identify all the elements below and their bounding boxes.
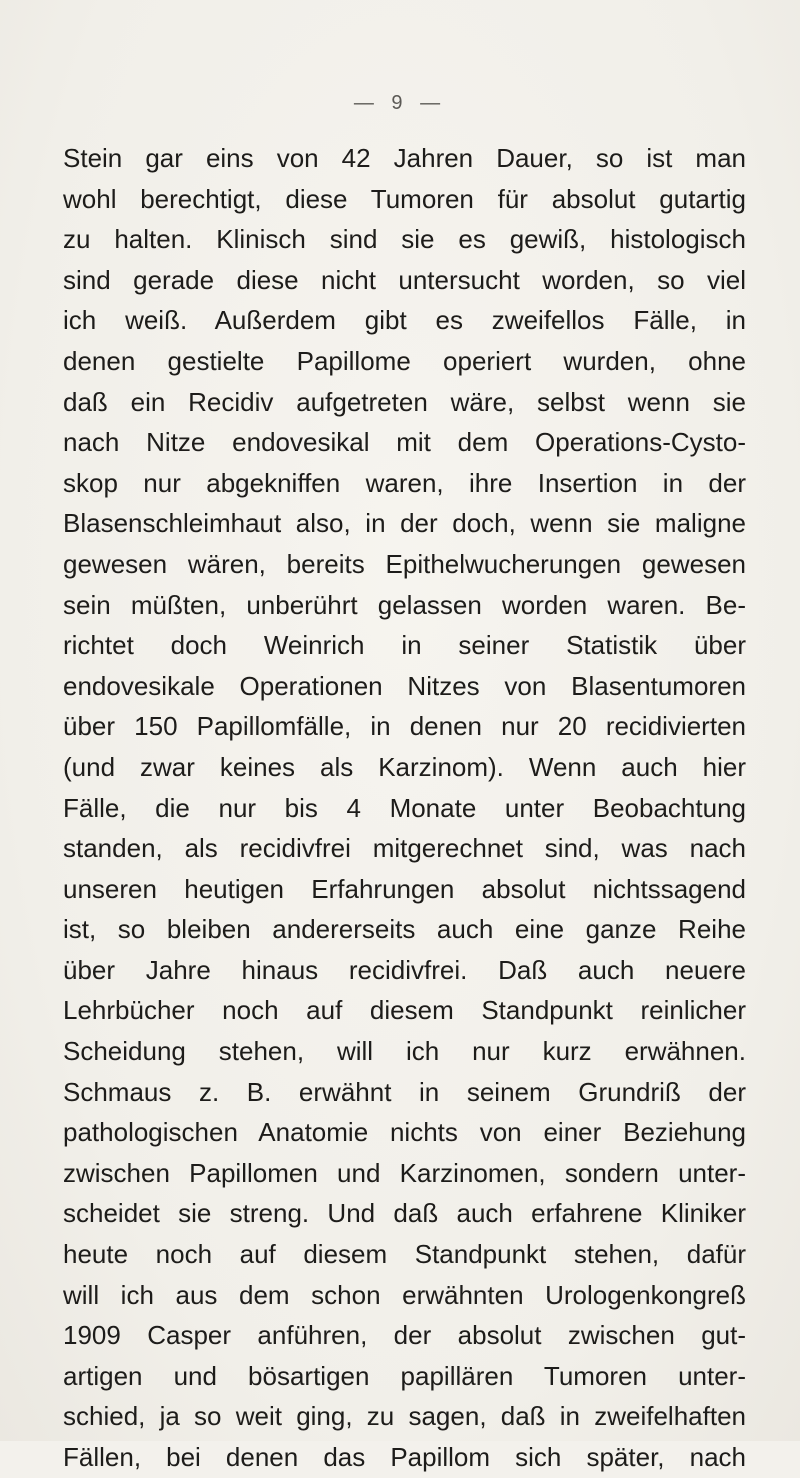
text-line: heute noch auf diesem Standpunkt stehen, dafür: [63, 1239, 746, 1270]
text-line: schied, ja so weit ging, zu sagen, daß in zweifelhaften: [63, 1401, 746, 1432]
text-line: nach Nitze endovesikal mit dem Operations-Cysto-: [63, 427, 746, 458]
text-line: sind gerade diese nicht untersucht worden, so viel: [63, 264, 746, 295]
text-line: pathologischen Anatomie nichts von einer Beziehung: [63, 1117, 746, 1148]
text-line: skop nur abgekniffen waren, ihre Insertion in der: [63, 467, 746, 498]
text-line: über 150 Papillomfälle, in denen nur 20 recidivierten: [63, 711, 746, 742]
text-line: richtet doch Weinrich in seiner Statistik über: [63, 630, 746, 661]
text-line: denen gestielte Papillome operiert wurden, ohne: [63, 345, 746, 376]
text-line: Scheidung stehen, will ich nur kurz erwähnen.: [63, 1036, 746, 1067]
text-line: wohl berechtigt, diese Tumoren für absolut gutartig: [63, 183, 746, 214]
text-line: endovesikale Operationen Nitzes von Blasentumoren: [63, 670, 746, 701]
text-line: über Jahre hinaus recidivfrei. Daß auch neuere: [63, 954, 746, 985]
text-line: daß ein Recidiv aufgetreten wäre, selbst wenn sie: [63, 386, 746, 417]
text-line: 1909 Casper anführen, der absolut zwischen gut-: [63, 1320, 746, 1351]
text-line: unseren heutigen Erfahrungen absolut nichtssagend: [63, 873, 746, 904]
text-line: gewesen wären, bereits Epithelwucherungen gewesen: [63, 548, 746, 579]
text-line: (und zwar keines als Karzinom). Wenn auch hier: [63, 751, 746, 782]
text-line: sein müßten, unberührt gelassen worden waren. Be-: [63, 589, 746, 620]
text-line: Fälle, die nur bis 4 Monate unter Beobachtung: [63, 792, 746, 823]
text-line: will ich aus dem schon erwähnten Urologenkongreß: [63, 1279, 746, 1310]
text-line: ich weiß. Außerdem gibt es zweifellos Fälle, in: [63, 305, 746, 336]
text-line: ist, so bleiben andererseits auch eine ganze Reihe: [63, 914, 746, 945]
text-line: artigen und bösartigen papillären Tumoren unter-: [63, 1360, 746, 1391]
text-line: Schmaus z. B. erwähnt in seinem Grundriß der: [63, 1076, 746, 1107]
body-text: [63, 138, 746, 1478]
text-line: standen, als recidivfrei mitgerechnet sind, was nach: [63, 833, 746, 864]
text-line: Lehrbücher noch auf diesem Standpunkt reinlicher: [63, 995, 746, 1026]
text-line: zu halten. Klinisch sind sie es gewiß, histologisch: [63, 224, 746, 255]
text-line: Stein gar eins von 42 Jahren Dauer, so ist man: [63, 143, 746, 173]
text-line: scheidet sie streng. Und daß auch erfahrene Kliniker: [63, 1198, 746, 1229]
page-number: — 9 —: [353, 92, 447, 114]
text-line: Fällen, bei denen das Papillom sich später, nach: [63, 1442, 746, 1472]
text-line: Blasenschleimhaut also, in der doch, wenn sie maligne: [63, 508, 746, 539]
text-line: zwischen Papillomen und Karzinomen, sondern unter-: [63, 1157, 746, 1188]
